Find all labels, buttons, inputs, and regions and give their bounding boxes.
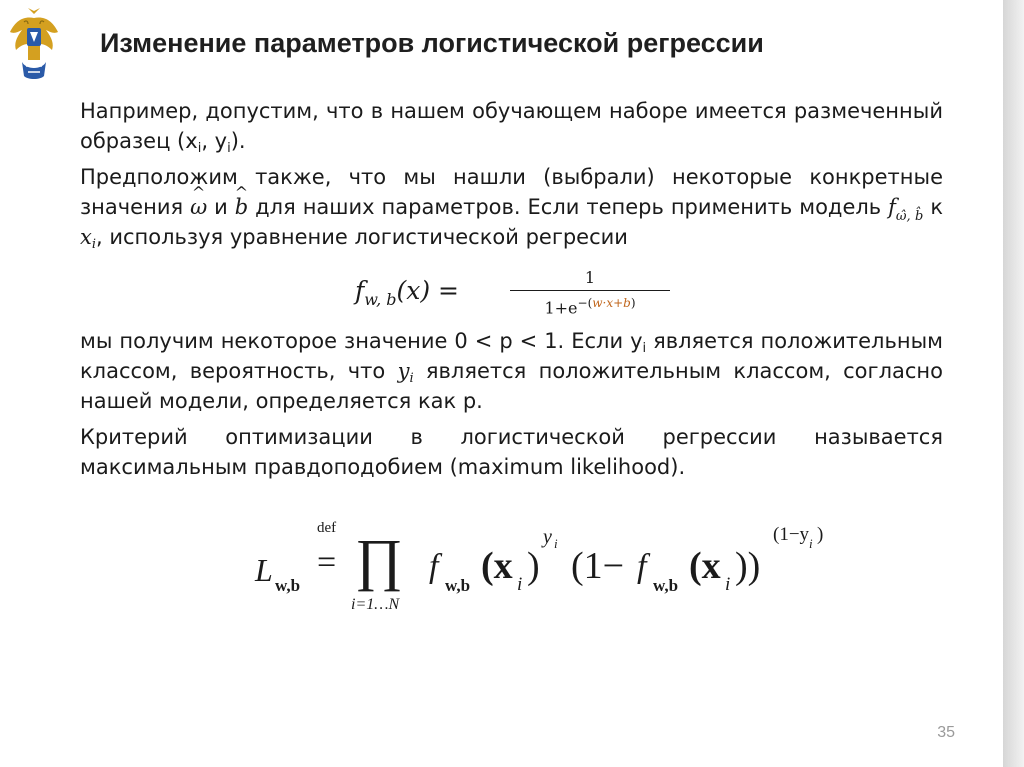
paragraph-2: [80, 162, 943, 252]
right-edge-strip: [1003, 0, 1024, 767]
eagle-emblem-icon: [6, 4, 62, 84]
def-label: def: [317, 520, 337, 536]
f-symbol-2: f: [637, 548, 647, 585]
subscript-i: i: [91, 237, 97, 252]
paragraph-3-text-b: является положительным классом, вероятность, что: [80, 329, 943, 383]
f-subscript-2: w,b: [653, 576, 679, 595]
x-bold-1: (x: [481, 545, 513, 587]
exponent-body: w·x+b: [592, 296, 631, 310]
f-subscript-1: w,b: [445, 576, 471, 595]
subscript-i: i: [642, 341, 647, 356]
one-minus-open: (1−: [571, 545, 625, 587]
exponent-y-subscript-1: i: [554, 536, 558, 551]
exponent-close-2: ): [817, 524, 824, 545]
exponent-open: −(: [577, 296, 593, 310]
b-hat-symbol: ^ b: [235, 192, 248, 222]
exponent-close: ): [630, 296, 636, 310]
y-symbol: y: [397, 359, 410, 383]
x-symbol: x: [80, 225, 92, 249]
x-subscript-1: i: [517, 574, 523, 595]
model-f-subscript: ω̂, b̂: [895, 209, 924, 224]
paren-close-2: )): [735, 545, 761, 587]
fraction-bar: [510, 290, 670, 291]
paragraph-3-text-c: является положительным классом, согласно нашей модели, определяется как p.: [80, 359, 943, 413]
denominator-exponent: [578, 296, 636, 310]
fraction-numerator: 1: [584, 268, 596, 287]
subscript-i: i: [197, 141, 202, 156]
logistic-equation: [355, 268, 675, 316]
logistic-equation-lhs: [355, 276, 459, 309]
paragraph-4-text: Критерий оптимизации в логистической регрессии называется максимальным правдоподобием (maximum likelihood).: [80, 425, 943, 479]
paragraph-3: [80, 326, 943, 416]
paragraph-2-text-c: для наших параметров. Если теперь применить модель: [248, 195, 889, 219]
likelihood-L: L: [255, 552, 273, 588]
likelihood-equation: [255, 518, 835, 618]
model-f-symbol: f: [888, 195, 896, 219]
eq1-argument: (x) =: [396, 276, 459, 305]
subscript-i: i: [409, 371, 414, 386]
paragraph-2-text-d: к: [923, 195, 944, 219]
denominator-base: 1+e: [544, 298, 578, 318]
paragraph-4: [80, 422, 943, 482]
subscript-i: i: [227, 141, 231, 156]
page-number: 35: [937, 724, 955, 741]
product-subscript: i=1…N: [351, 596, 400, 613]
x-subscript-2: i: [725, 574, 731, 595]
paragraph-2-text-e: , используя уравнение логистической регресии: [96, 225, 628, 249]
logistic-fraction: [510, 268, 670, 318]
equals-sign: =: [317, 544, 337, 581]
exponent-y-subscript-2: i: [809, 536, 813, 551]
paragraph-3-text-a: мы получим некоторое значение 0 < p < 1. Если y: [80, 329, 643, 353]
paragraph-1-text-b: , y: [201, 129, 228, 153]
paragraph-2-text-a: Предположим также, что мы нашли (выбрали) некоторые конкретные значения: [80, 165, 943, 219]
paragraph-2-conj: и: [207, 195, 235, 219]
f-symbol-1: f: [429, 548, 439, 585]
paragraph-1-text-a: Например, допустим, что в нашем обучающем наборе имеется размеченный образец (x: [80, 99, 943, 153]
eq1-f: f: [355, 276, 365, 305]
fraction-denominator: [510, 293, 670, 318]
exponent-y-1: y: [543, 526, 552, 548]
paragraph-1-text-c: ).: [230, 129, 246, 153]
likelihood-L-subscript: w,b: [275, 576, 301, 595]
slide-title: Изменение параметров логистической регрессии: [100, 28, 764, 58]
x-bold-2: (x: [689, 545, 721, 587]
paragraph-1: [80, 96, 943, 156]
product-symbol: ∏: [355, 527, 403, 592]
paren-close-1: ): [527, 545, 540, 587]
exponent-open-2: (1−y: [773, 524, 810, 545]
eq1-f-subscript: w, b: [364, 290, 397, 309]
omega-hat-symbol: ^ ω: [190, 192, 207, 222]
